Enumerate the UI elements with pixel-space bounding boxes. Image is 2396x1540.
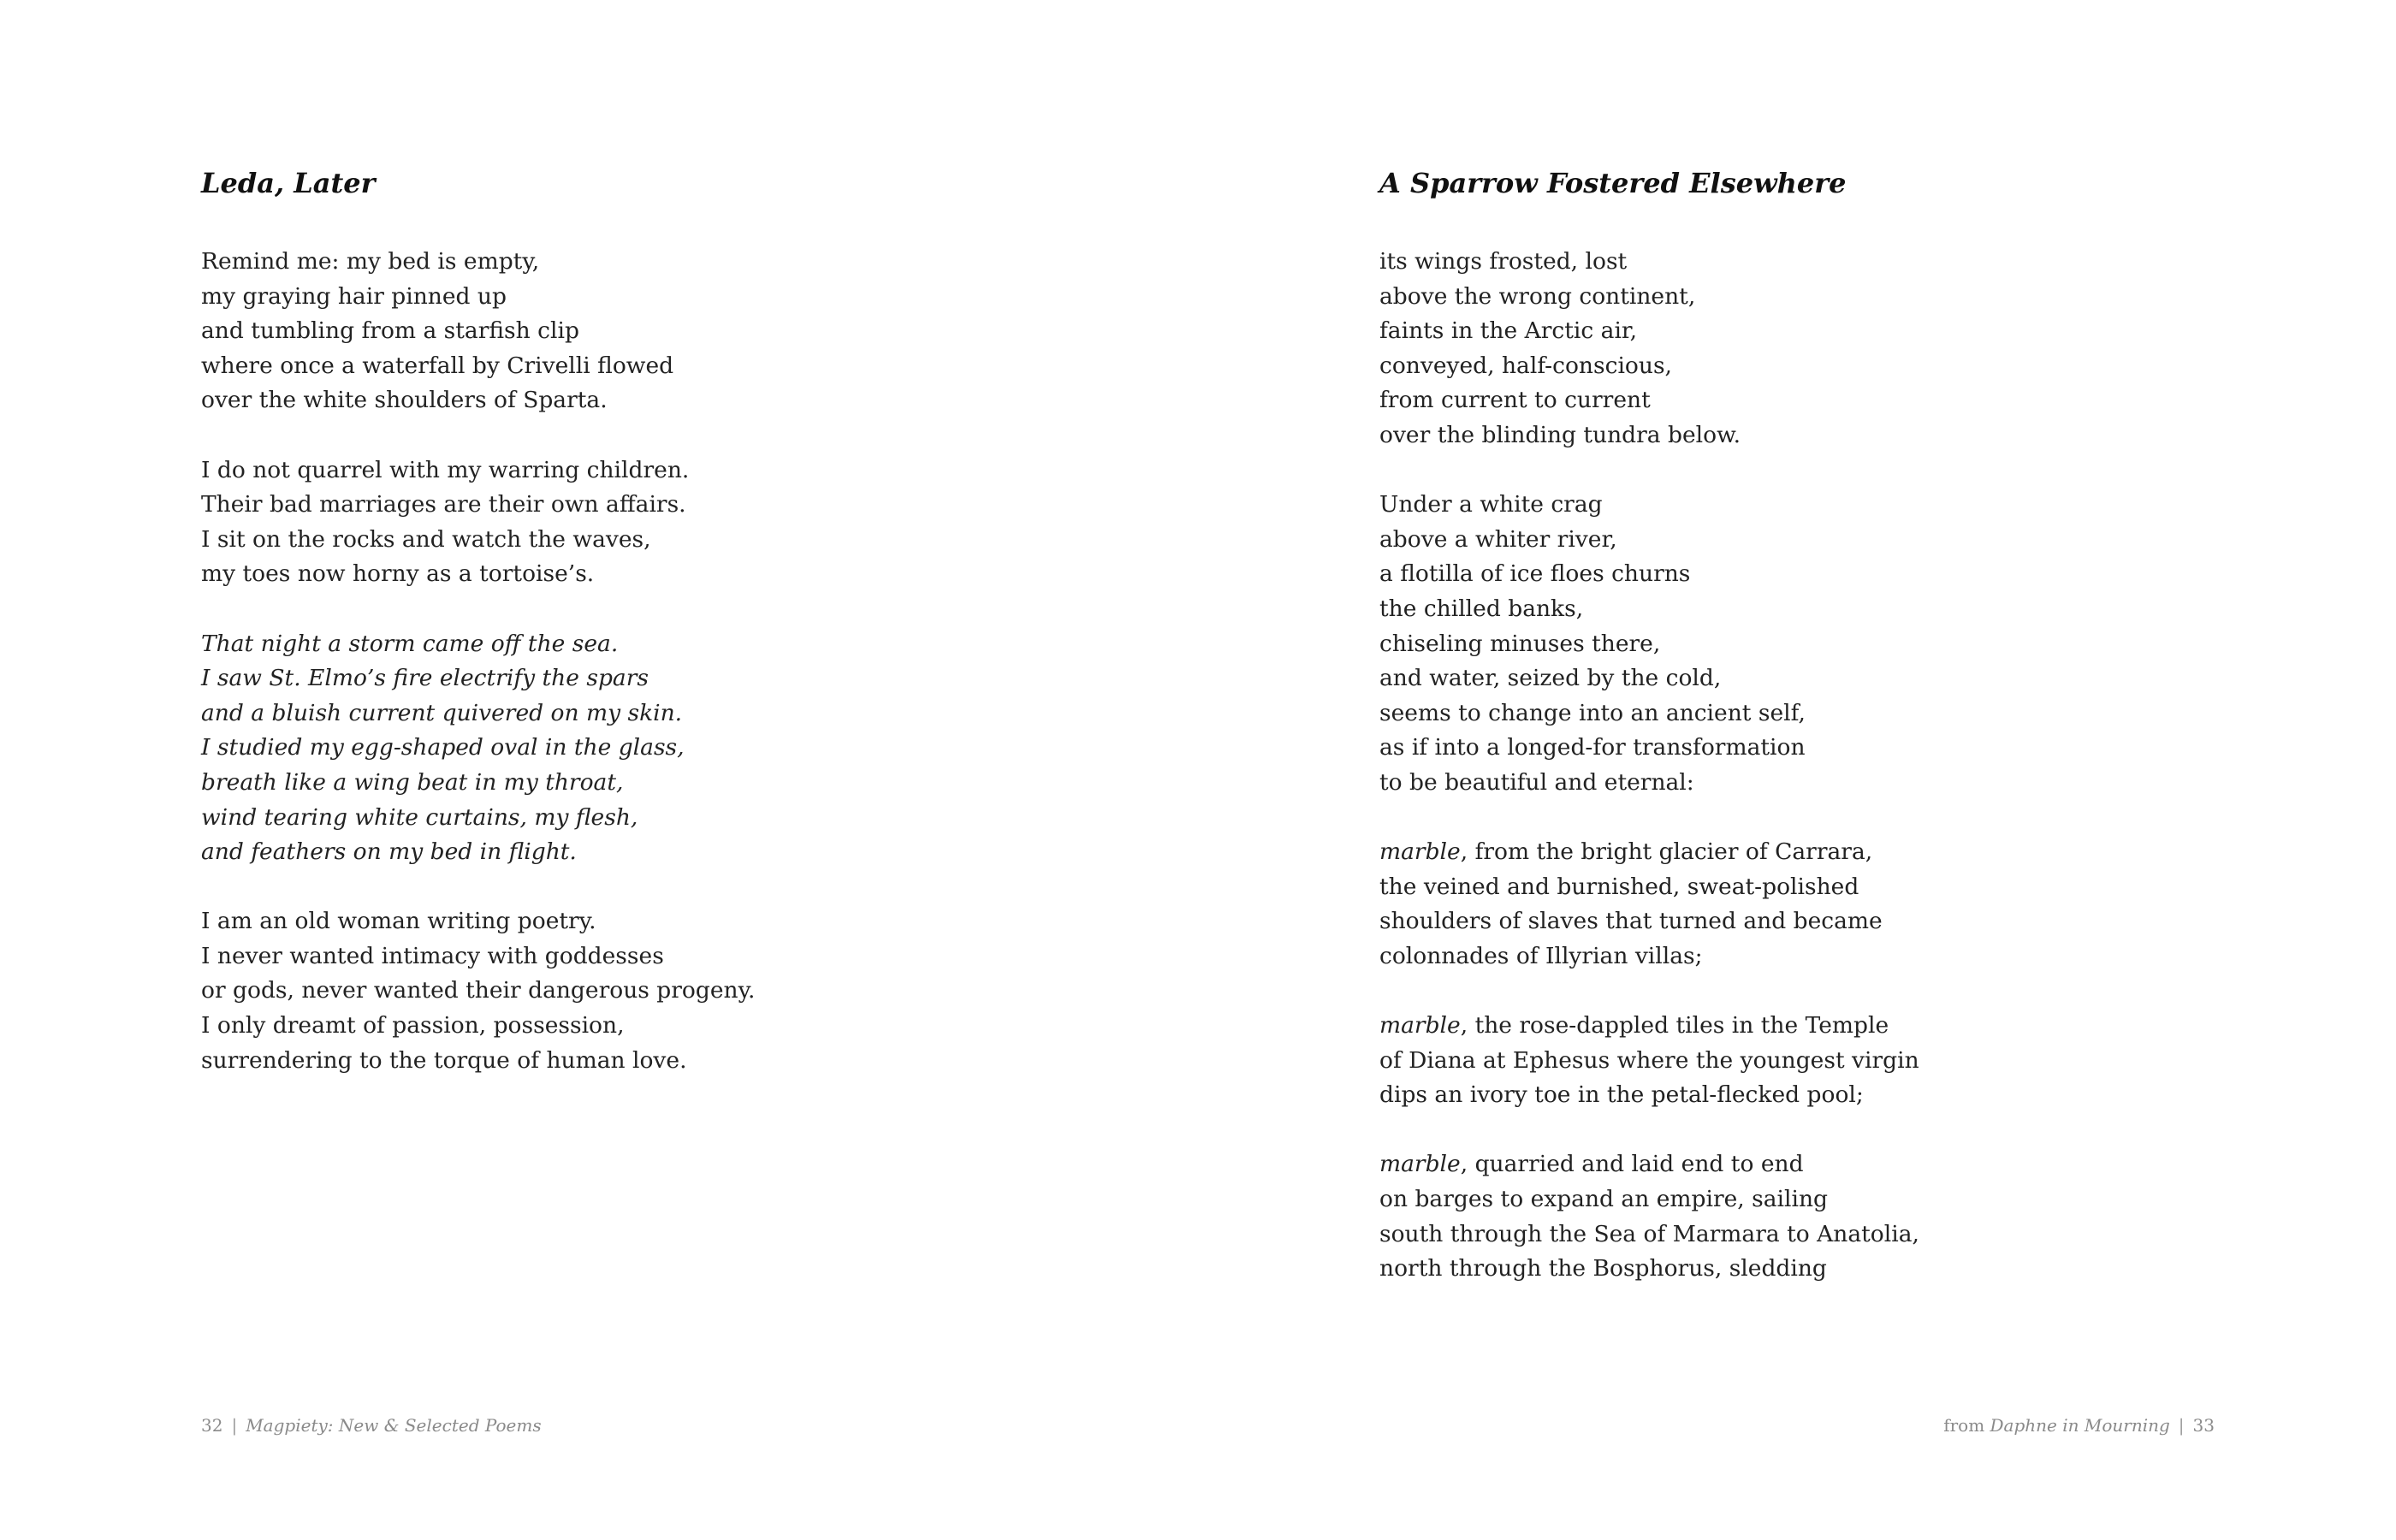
emphasized-word: marble	[1379, 838, 1461, 866]
poem-line: over the blinding tundra below.	[1379, 421, 1741, 448]
poem-line: above the wrong continent,	[1379, 282, 1696, 310]
stanza	[201, 453, 1159, 592]
poem-line	[1379, 835, 2355, 870]
stanza	[1379, 1009, 2355, 1113]
poem-line: colonnades of Illyrian villas;	[1379, 942, 1703, 969]
poem-line: where once a waterfall by Crivelli flowed	[201, 352, 674, 379]
poem-line: my graying hair pinned up	[201, 282, 507, 310]
poem-line: the veined and burnished, sweat-polished	[1379, 873, 1859, 900]
poem-line: chiseling minuses there,	[1379, 630, 1661, 657]
footer-prefix: from	[1943, 1415, 1985, 1436]
poem-line: I only dreamt of passion, possession,	[201, 1012, 625, 1040]
poem-line: Remind me: my bed is empty,	[201, 248, 540, 275]
poem-line: and tumbling from a starfish clip	[201, 317, 579, 345]
poem-line: of Diana at Ephesus where the youngest virgin	[1379, 1046, 1919, 1074]
poem-line: south through the Sea of Marmara to Anatolia,	[1379, 1220, 1919, 1247]
stanza	[1379, 1147, 2355, 1286]
poem-line: I sit on the rocks and watch the waves,	[201, 525, 651, 553]
poem-line	[1379, 1147, 2355, 1182]
poem-line: That night a storm came off the sea.	[201, 630, 619, 657]
poem-line: or gods, never wanted their dangerous progeny.	[201, 977, 756, 1004]
poem-line: over the white shoulders of Sparta.	[201, 387, 608, 414]
poem-line: I am an old woman writing poetry.	[201, 908, 596, 935]
poem-line: and water, seized by the cold,	[1379, 665, 1722, 692]
poem-line: above a whiter river,	[1379, 525, 1617, 553]
poem-line: dips an ivory toe in the petal-flecked pool;	[1379, 1081, 1864, 1109]
poem-line: to be beautiful and eternal:	[1379, 768, 1694, 796]
poem-line: on barges to expand an empire, sailing	[1379, 1186, 1829, 1213]
line-text: , the rose-dappled tiles in the Temple	[1460, 1012, 1889, 1040]
poem-line: seems to change into an ancient self,	[1379, 699, 1806, 726]
footer-separator: |	[231, 1415, 238, 1436]
running-head-collection-title: Daphne in Mourning	[1990, 1415, 2170, 1436]
poem-line: I do not quarrel with my warring children.	[201, 456, 690, 483]
line-text: , from the bright glacier of Carrara,	[1460, 838, 1873, 866]
footer-separator: |	[2178, 1415, 2185, 1436]
poem-leda-later	[201, 163, 1159, 1113]
poem-line: I saw St. Elmo’s fire electrify the spars	[201, 665, 649, 692]
poem-line: wind tearing white curtains, my flesh,	[201, 803, 638, 831]
poem-line: Under a white crag	[1379, 491, 1603, 518]
poem-line: I studied my egg-shaped oval in the glass,	[201, 734, 685, 761]
poem-line: from current to current	[1379, 387, 1651, 414]
poem-line: as if into a longed-for transformation	[1379, 734, 1806, 761]
running-head-book-title: Magpiety: New & Selected Poems	[246, 1415, 542, 1436]
line-text: , quarried and laid end to end	[1460, 1151, 1804, 1178]
emphasized-word: marble	[1379, 1012, 1461, 1040]
poem-line: conveyed, half-conscious,	[1379, 352, 1672, 379]
left-page-footer	[201, 1413, 542, 1437]
stanza	[201, 245, 1159, 418]
poem-line: and a bluish current quivered on my skin.	[201, 699, 683, 726]
poem-line: Their bad marriages are their own affairs.	[201, 491, 686, 518]
page-number: 32	[201, 1415, 223, 1436]
poem-line: a flotilla of ice floes churns	[1379, 560, 1691, 588]
emphasized-word: marble	[1379, 1151, 1461, 1178]
poem-line: and feathers on my bed in flight.	[201, 838, 577, 866]
stanza	[1379, 488, 2355, 800]
poem-a-sparrow-fostered-elsewhere	[1379, 163, 2355, 1321]
stanza	[1379, 245, 2355, 453]
poem-line: faints in the Arctic air,	[1379, 317, 1638, 345]
stanza	[201, 904, 1159, 1078]
poem-line: I never wanted intimacy with goddesses	[201, 942, 664, 969]
poem-line	[1379, 1009, 2355, 1044]
poem-line: shoulders of slaves that turned and became	[1379, 908, 1883, 935]
page-number: 33	[2192, 1415, 2215, 1436]
poem-title: Leda, Later	[201, 167, 376, 199]
italic-stanza	[201, 627, 1159, 870]
poem-line: its wings frosted, lost	[1379, 248, 1628, 275]
poem-line: my toes now horny as a tortoise’s.	[201, 560, 595, 588]
right-page-footer	[1943, 1413, 2215, 1437]
right-page	[1198, 0, 2396, 1540]
poem-line: north through the Bosphorus, sledding	[1379, 1255, 1827, 1282]
poem-line: breath like a wing beat in my throat,	[201, 768, 624, 796]
poem-line: surrendering to the torque of human love.	[201, 1046, 687, 1074]
poem-line: the chilled banks,	[1379, 595, 1584, 622]
stanza	[1379, 835, 2355, 974]
poem-title: A Sparrow Fostered Elsewhere	[1379, 167, 1847, 199]
